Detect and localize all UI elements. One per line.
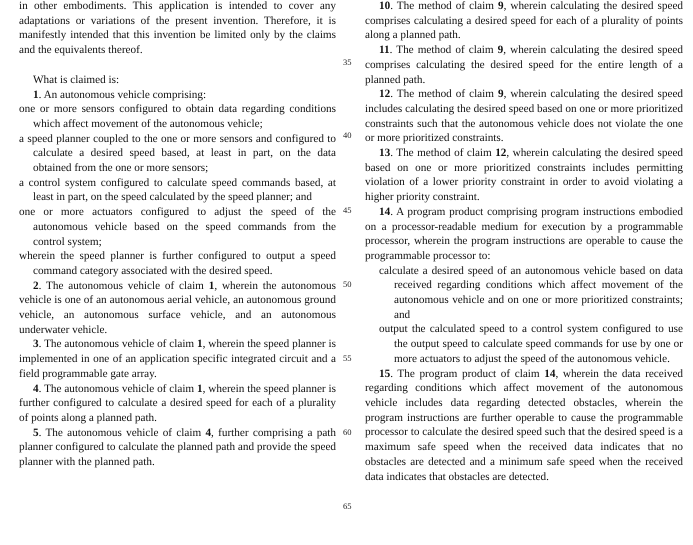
claim-1-element: a control system configured to calculate speed commands based, at least in part, on the speed calculated by the speed planner; and xyxy=(19,176,336,204)
claim-2: 2. The autonomous vehicle of claim 1, wherein the autonomous vehicle is one of an autonomous aerial vehicle, an autonomous ground vehicle, an autonomous surface vehicle, and an autonomous underwater vehicle. xyxy=(19,279,336,336)
claim-13: 13. The method of claim 12, wherein calculating the desired speed based on one or more prioritized constraints includes permitting violation of a lower priority constraint in order to avoid violating a higher priority constraint. xyxy=(365,147,683,204)
claim-15: 15. The program product of claim 14, wherein the data received regarding conditions which affect movement of the autonomous vehicle includes data regarding detected obstacles, wherein the program instructions are further operable to cause the programmable processor to calculate the desired speed such that the desired speed is a maximum safe speed when the received data indicates that no obstacles are detected and a minimum safe speed when the received data indicates that obstacles are detected. xyxy=(365,367,684,483)
line-number: 65 xyxy=(343,501,352,511)
claim-1-element: one or more actuators configured to adjust the speed of the autonomous vehicle based on the speed commands from the control system; xyxy=(19,206,336,248)
claim-5: 5. The autonomous vehicle of claim 4, further comprising a path planner configured to calculate the planned path and provide the speed planner with the planned path. xyxy=(19,426,336,469)
claim-12: 12. The method of claim 9, wherein calculating the desired speed includes calculating the desired speed based on one or more prioritized constraints such that the autonomous vehicle does not violate the one or more prioritized constraints. xyxy=(365,88,683,145)
line-number: 55 xyxy=(343,353,352,363)
claim-1: 1. An autonomous vehicle comprising: xyxy=(33,88,207,101)
line-number: 50 xyxy=(343,279,352,289)
intro-paragraph: in other embodiments. This application is intended to cover any adaptations or variations of the present invention. Therefore, it is manifestly intended that this invention be limited only by the claims and the equivalents thereof. xyxy=(19,0,336,57)
claim-1-element: a speed planner coupled to the one or more sensors and configured to calculate a desired speed based, at least in part, on the data obtained from the one or more sensors; xyxy=(19,132,336,175)
right-column xyxy=(365,0,683,484)
claim-10: 10. The method of claim 9, wherein calculating the desired speed comprises calculating a desired speed for each of a plurality of points along a planned path. xyxy=(365,0,683,42)
claim-14-element: calculate a desired speed of an autonomous vehicle based on data received regarding conditions which affect movement of the autonomous vehicle and on one or more prioritized constraints; and xyxy=(379,264,683,321)
left-column xyxy=(19,0,336,470)
claim-3: 3. The autonomous vehicle of claim 1, wherein the speed planner is implemented in one of an application specific integrated circuit and a field programmable gate array. xyxy=(19,338,336,380)
line-number: 35 xyxy=(343,57,352,67)
claim-1-element: wherein the speed planner is further configured to output a speed command category associated with the desired speed. xyxy=(19,250,336,277)
line-number: 45 xyxy=(343,205,352,215)
claim-14: 14. A program product comprising program instructions embodied on a processor-readable medium for execution by a programmable processor, wherein the program instructions are operable to cause the programmable processor to: xyxy=(365,205,683,262)
claim-1-element: one or more sensors configured to obtain data regarding conditions which affect movement of the autonomous vehicle; xyxy=(19,103,336,130)
claim-11: 11. The method of claim 9, wherein calculating the desired speed comprises calculating the desired speed for the entire length of a planned path. xyxy=(365,44,683,86)
line-number: 40 xyxy=(343,130,352,140)
line-number: 60 xyxy=(343,427,352,437)
claims-heading: What is claimed is: xyxy=(33,73,120,86)
claim-14-element: output the calculated speed to a control system configured to use the output speed to calculate speed commands for use by one or more actuators to adjust the speed of the autonomous vehicle. xyxy=(379,323,683,365)
claim-4: 4. The autonomous vehicle of claim 1, wherein the speed planner is further configured to calculate a desired speed for each of a plurality of points along a planned path. xyxy=(19,382,336,424)
